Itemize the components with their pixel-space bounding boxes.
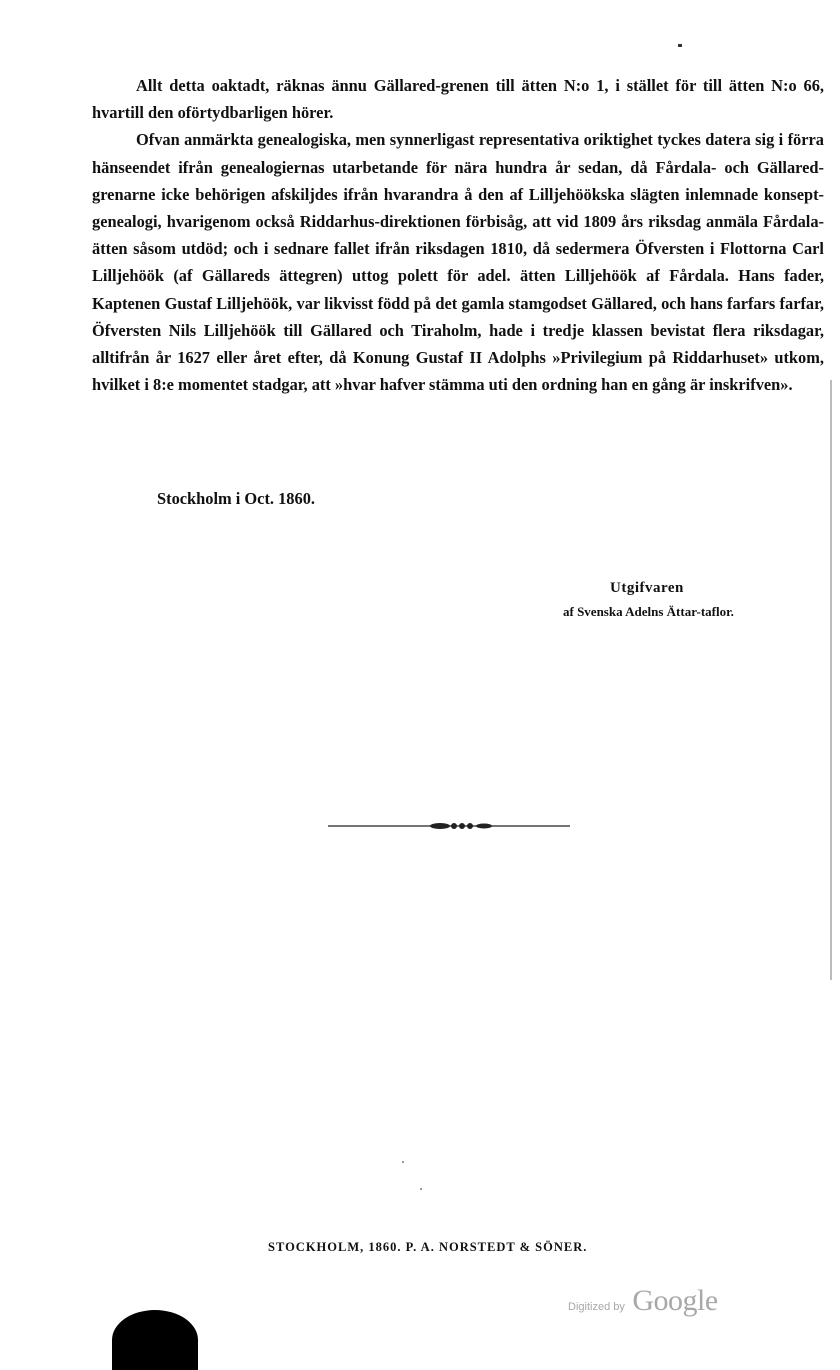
ink-speck [402, 1161, 404, 1163]
watermark-prefix: Digitized by [568, 1301, 625, 1313]
signature-subtitle: af Svenska Adelns Ättar-taflor. [563, 604, 734, 619]
ink-speck [678, 44, 682, 47]
paragraph-2: Ofvan anmärkta genealogiska, men synnerligast representativa oriktighet tyckes datera sig i förra hänseendet ifrån genealogiernas utarbetande för nära hundra år sedan, då Fårdala- och Gällared-grenarne icke behörigen afskiljdes ifrån hvarandra å den af Lilljehöökska slägten inlemnade konsept-genealogi, hvarigenom också Riddarhus-direktionen förbisåg, att vid 1809 års riksdag anmäla Fårdala-ätten såsom utdöd; och i sednare fallet ifrån riksdagen 1810, då sedermera Öfversten i Flottorna Carl Lilljehöök (af Gällareds ättegren) uttog polett för adel. ätten Lilljehöök af Fårdala. Hans fader, Kaptenen Gustaf Lilljehöök, var likvisst född på det gamla stamgodset Gällared, och hans farfars farfar, Öfversten Nils Lilljehöök till Gällared och Tiraholm, hade i tredje klassen bevistat flera riksdagar, alltifrån år 1627 eller året efter, då Konung Gustaf II Adolphs »Privilegium på Riddarhuset» utkom, hvilket i 8:e momentet stadgar, att »hvar hafver stämma uti den ordning han en gång är inskrifven». [92, 130, 824, 395]
digitized-watermark [568, 1284, 718, 1318]
ornament-divider [328, 818, 570, 834]
paragraph-1: Allt detta oaktadt, räknas ännu Gällared-grenen till ätten N:o 1, i stället för till ätten N:o 66, hvartill den oförtydbarligen hörer. [92, 76, 824, 123]
ink-speck [420, 1188, 422, 1190]
body-text [92, 72, 824, 398]
place-date: Stockholm i Oct. 1860. [157, 489, 315, 508]
watermark-brand: Google [632, 1284, 718, 1317]
scan-thumb-shadow [112, 1310, 198, 1370]
page-edge-shadow [830, 380, 832, 980]
signature-title: Utgifvaren [610, 580, 684, 596]
printer-imprint: STOCKHOLM, 1860. P. A. NORSTEDT & SÖNER. [268, 1240, 588, 1254]
